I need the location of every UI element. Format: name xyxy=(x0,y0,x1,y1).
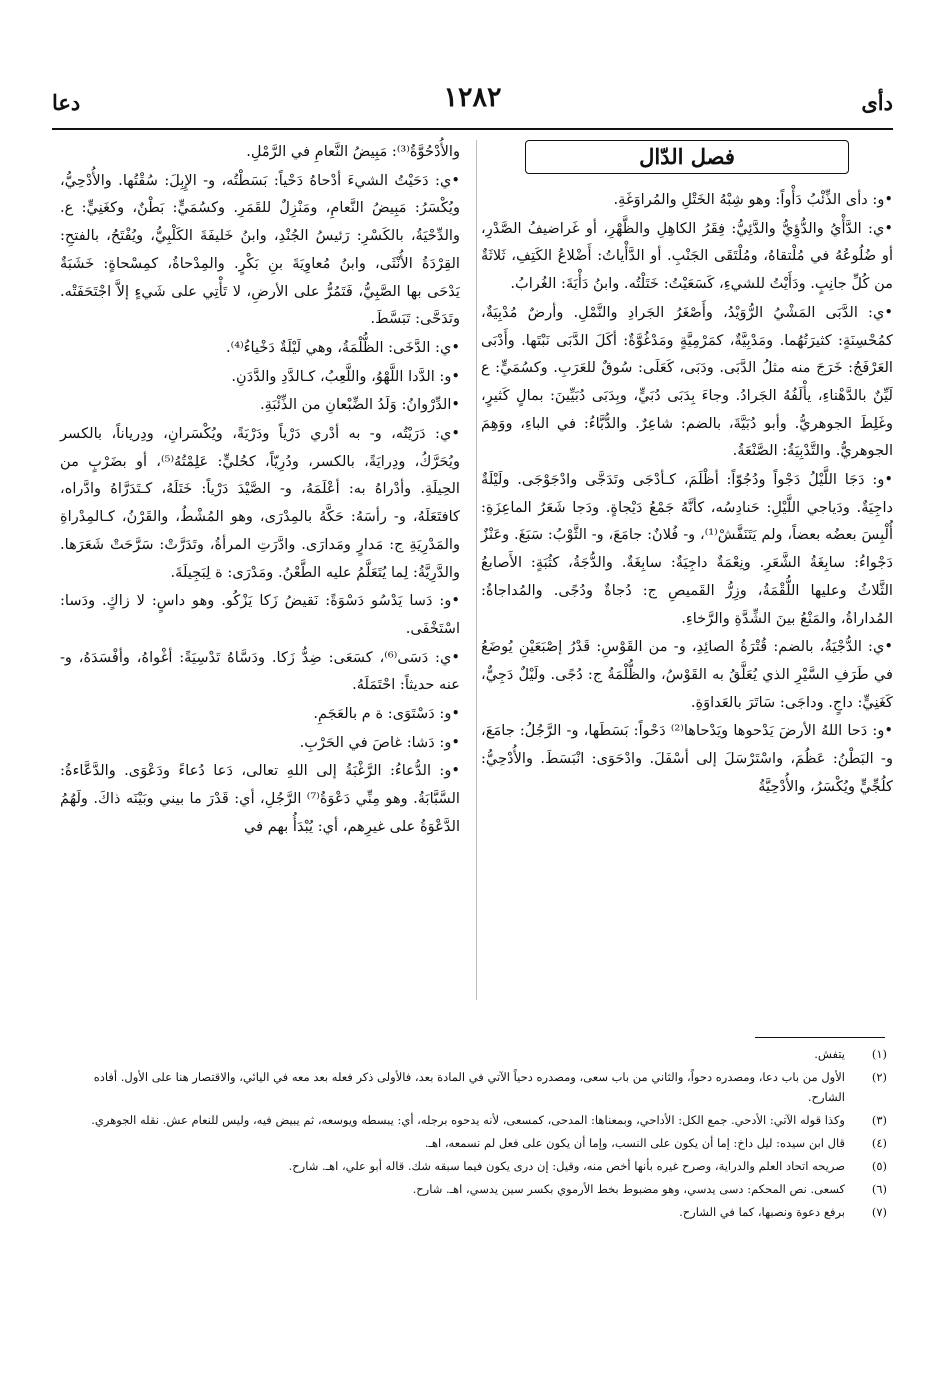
entry-paragraph: •و: دَشا: غاصَ في الحَرْبِ. xyxy=(299,733,460,751)
footnotes xyxy=(57,1044,887,1225)
entry-paragraph: •و: الدُّعاءُ: الرَّغْبَةُ إلى اللهِ تعالى، دَعا دُعاءً ودَعْوَى. والدَّعَّاءةُ: السَّبَّابَةُ. وهو مِنِّي دَعْوَةُ⁽⁷⁾ الرَّجُلِ، أي: قَدْرَ ما بيني وبَيْنَه ذاكَ. ولَهُمُ الدَّعْوَةُ على غيرِهم، أي: يُبْدَأُ بهم في xyxy=(60,762,460,835)
footnote xyxy=(57,1156,887,1176)
entry-paragraph: •ي: الدَّخَى: الظُّلْمَةُ، وهي لَيْلَةٌ دَخْياءُ⁽⁴⁾. xyxy=(225,338,460,356)
entry-paragraph: •ي: دَسَى⁽⁶⁾، كسَعَى: ضِدُّ زَكا. ودَسَّاهُ تَدْسِيَةً: أغْواهُ، وأفْسَدَهُ، و- عنه حديثاً: احْتَمَلَهُ. xyxy=(60,648,460,694)
footnote-text: برفع دعوة ونصبها، كما في الشارح. xyxy=(679,1205,845,1219)
header-rule xyxy=(52,128,893,130)
footnote xyxy=(57,1044,887,1064)
entry-paragraph: •و: دَحا اللهُ الأرضَ يَدْحوها ويَدْحاها⁽²⁾ دَحْواً: بَسَطَها، و- الرَّجُلُ: جامَعَ، و- البَطْنُ: عَظُمَ، واسْتَرْسَلَ إلى أسْفَلَ. وادْحَوَى: انْبَسَطَ. والأُدْحِيُّ: كلُجِّيٍّ ويُكْسَرُ، والأُدْحِيَّةُ xyxy=(481,722,893,795)
footnote-text: وكذا قوله الآتي: الأدحي. جمع الكل: الأداحي، وبمعناها: المدحى، كمسعى، لأنه يدحوه برجله، أي: يبسطه ويوسعه، ثم يبيض فيه، وليس للنعام عش. نقله الجوهري. xyxy=(91,1113,845,1127)
header-root-word-left: دعا xyxy=(52,90,81,115)
footnote xyxy=(57,1133,887,1153)
page-header xyxy=(52,82,893,128)
page-number: ١٢٨٢ xyxy=(443,82,502,113)
footnote-text: يتفش. xyxy=(814,1047,845,1061)
footnote-text: الأول من باب دعا، ومصدره دحواً، والثاني من باب سعى، ومصدره دحياً الآتي في المادة بعد، فالأولى ذكر فعله بعد معه في اليائي، والاقتصار هنا على الأول. أفاده الشارح. xyxy=(93,1070,845,1104)
left-column xyxy=(60,138,460,841)
entry-paragraph: والأُدْحُوَّةُ⁽³⁾: مَبِيضُ النَّعامِ في الرَّمْلِ. xyxy=(246,143,460,160)
right-column xyxy=(481,138,893,800)
footnote-number: (١) xyxy=(871,1047,887,1061)
column-divider xyxy=(476,140,477,1000)
entry-paragraph: •ي: دَحَيْتُ الشيءَ أدْحاهُ دَحْياً: بَسَطْتُه، و- الإِبِلَ: سُقْتُها. والأُدْحِيُّ، ويُكْسَرُ: مَبِيضُ النَّعامِ، ومَنْزِلٌ للقَمَرِ. وكسُمَيٍّ: بَطْنٌ، وكغَنِيٍّ: ع. والدِّحْيَةُ، بالكَسْرِ: رَئيسُ الجُنْدِ، وابنُ خَليفَةَ الكَلْبِيُّ، ويُفْتَحُ، بالفتحِ: القِرْدَةُ الأُنْثَى، وابنُ مُعاوِيَةَ بنِ بَكْرٍ. والمِدْحاةُ، كمِسْحاةٍ: خَشَبَةٌ يَدْحَى بها الصَّبِيُّ، فَتَمُرُّ على الأرضِ، لا تَأْتِي على شَيءٍ إلاَّ اجْتَحَفَتْه. وتَدَحَّى: تَبَسَّطَ. xyxy=(60,171,460,328)
entry-paragraph: •ي: الدُّجْيَةُ، بالضم: قُتْرَةُ الصائِدِ، و- من القَوْسِ: قَدْرُ إصْبَعَيْنِ يُوضَعُ في طَرَفِ السَّيْرِ الذي يُعَلَّقُ به القَوْسُ، والظُّلْمَةُ ج: دُجًى. ولَيْلٌ دَجِيٌّ، كَغَنِيٍّ: داجٍ. وداجَى: سَاتَرَ بالعَداوَةِ. xyxy=(481,638,893,711)
footnote xyxy=(57,1067,887,1107)
entry-paragraph: •الدِّرْوانُ: وَلَدُ الضِّبْعانِ من الذِّئْبَةِ. xyxy=(259,396,460,414)
footnote-number: (٤) xyxy=(871,1136,887,1150)
header-root-word-right: دأى xyxy=(861,90,893,115)
footnote xyxy=(57,1202,887,1222)
section-title: فصل الدّال xyxy=(525,140,849,174)
entry-paragraph: •و: دَسا يَدْسُو دَسْوَةً: نَقيضُ زَكا يَزْكُو. وهو داسٍ: لا زاكٍ. ودَسا: اسْتَخْفَى. xyxy=(60,592,460,637)
entry-paragraph: •و: الدَّدا اللَّهْوُ، واللَّعِبُ، كـالدَّدِ والدَّدَنِ. xyxy=(231,367,460,385)
entry-paragraph: •ي: الدَّبَى المَشْيُ الرُّوَيْدُ، وأَصْغَرُ الجَرادِ والنَّمْلِ. وأرضٌ مُدْبِيَةٌ، كمُحْسِنَةٍ: كثيرَتُهُما. ومَدْبِيَّةٌ، كمَرْمِيَّةٍ ومَدْغُوَّةٌ: أكَلَ الدَّبَى نَبْتَها. وأَدْبَى العَرْفَجُ: خَرَجَ منه مثلُ الدَّبَى. ودَبَى، كَعَلَى: سُوقٌ للعَرَبِ. وكسُمَيٍّ: ع لَيِّنٌ بالدَّهْناءِ، يأْلَفُهُ الجَرادُ. وجاءَ بِدَبَى دُبَيٍّ، وبِدَبَى دُبَيِّينَ: بمالٍ كَثيرٍ، وغَلِطَ الجوهريُّ. وأبو دُبَيَّةَ، بالضم: شاعِرٌ. والدُّبَّاءُ: في الباءِ، ووَهِمَ الجوهريُّ. والتَّدْبِيَةُ: الصَّنْعَةُ. xyxy=(481,303,893,460)
footnote-number: (٢) xyxy=(871,1070,887,1084)
footnote-number: (٣) xyxy=(871,1113,887,1127)
footnote xyxy=(57,1179,887,1199)
footnote-text: قال ابن سيده: ليل داخ: إما أن يكون على النسب، وإما أن يكون على فعل لم نسمعه، اهـ. xyxy=(424,1136,845,1150)
footnote-text: صريحه اتحاد العلم والدراية، وصرح غيره بأنها أخص منه، وقيل: إن درى يكون فيما سبقه شك. قاله أبو علي، اهـ. شارح. xyxy=(288,1159,845,1173)
footnote-number: (٧) xyxy=(871,1205,887,1219)
entry-paragraph: •و: دَجَا اللَّيْلُ دَجْواً ودُجُوّاً: أظْلَمَ، كـأدْجَى وتَدَجَّى وادْجَوْجَى. ولَيْلَةٌ داجِيَةٌ. ودَياجي اللَّيْلِ: حَنادِسُه، كأنَّهُ جَمْعُ دَيْجاةٍ. ودَجا شَعَرُ الماعِزَةِ: أُلْبِسَ بعضُه بعضاً، ولم يَتَنَفَّشْ⁽¹⁾، و- فُلانٌ: جامَعَ، و- الثَّوْبُ: سَبَغَ. وعَنْزٌ دَجْواءُ: سابِغَةُ الشَّعَرِ. ونِعْمَةٌ داجِيَةٌ: سابِغَةٌ. والدُّجَةُ، كثُبَةٍ: الأَصابعُ الثَّلاثُ وعليها اللُّقْمَةُ، وزِرُّ القَميصِ ج: دُجاةٌ ودُجًى. والمُداجاةُ: المُداراةُ، والمَنْعُ بينَ الشِّدَّةِ والرَّخاءِ. xyxy=(481,471,893,627)
entry-paragraph: •و: دَسْتَوَى: ة م بالعَجَمِ. xyxy=(313,705,460,723)
footnote-text: كسعى. نص المحكم: دسى يدسي، وهو مضبوط بخط الأرموي بكسر سين يدسي، اهـ. شارح. xyxy=(412,1182,845,1196)
footnote xyxy=(57,1110,887,1130)
entry-paragraph: •ي: دَرَيْتُه، و- به أدْري دَرْياً ودَرْيَةً، ويُكْسَرانِ، ودِرياناً، بالكسر ويُحَرَّكُ، ودِرايَةً، بالكسر، ودُرِيّاً، كحُليٍّ: عَلِمْتُهُ⁽⁵⁾، أو بضَرْبٍ من الحِيلَةِ. وأدْراهُ به: أعْلَمَهُ، و- الصَّيْدَ دَرْياً: خَتَلَهُ، كـتَدَرَّاهُ وادَّراه، كافتَعَلَهُ، و- رأسَهُ: حَكَّهُ بالمِدْرَى، وهو المُشْطُ، والقَرْنُ، كـالمِدْراةِ والمَدْرِيَةِ ج: مَدارٍ ومَدارَى. وادَّرَتِ المرأةُ، وتَدَرَّتْ: سَرَّحَتْ شَعَرَها. والدَّرِيَّةُ: لِما يُتَعَلَّمُ عليه الطَّعْنُ. ومَدْرَى: ة لِبَجِيلَةَ. xyxy=(60,425,461,581)
entry-paragraph: •ي: الدَّأْيُ والدُّؤِيُّ والدَّئِيُّ: فِقَرُ الكاهِلِ والظَّهْرِ، أو غَراضيفُ الصَّدْرِ، أو ضُلُوعُهُ في مُلْتقاهُ، ومُلْتَقَى الجَنْبِ. أو الدَّأْياتُ: أَضْلاعُ الكَتِفِ، ثَلاثَةٌ من كُلِّ جانِبٍ. ودَأَيْتُ للشيءِ، كَسَعَيْتُ: خَتَلْتُه. وابنُ دَأْيَةَ: الغُرابُ. xyxy=(481,219,893,293)
footnote-number: (٥) xyxy=(871,1159,887,1173)
footnote-number: (٦) xyxy=(871,1182,887,1196)
footnote-rule xyxy=(755,1037,885,1038)
entry-paragraph: •و: دأى الذِّئْبُ دَأْواً: وهو شِبْهُ الخَتْلِ والمُراوَغَةِ. xyxy=(613,191,893,208)
